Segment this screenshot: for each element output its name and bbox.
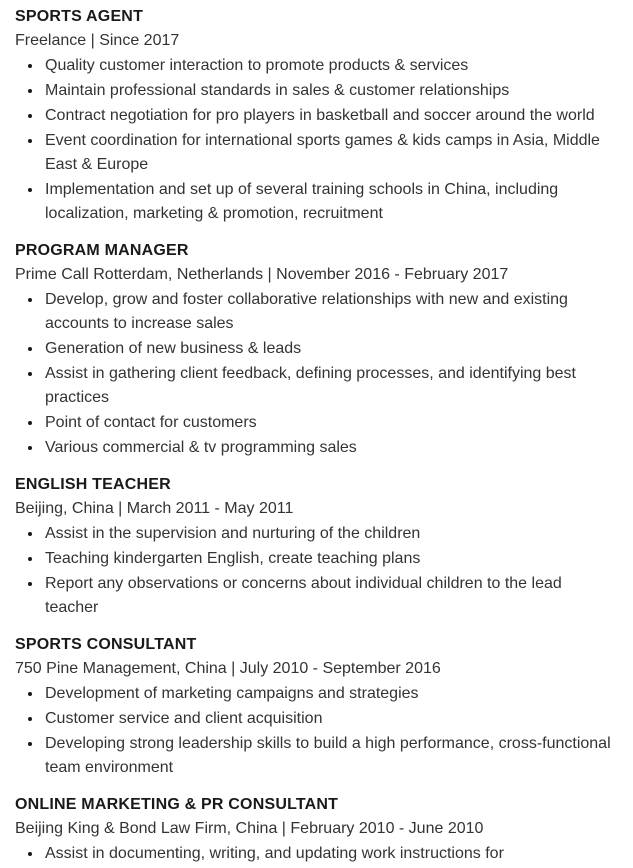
bullet-item: • Quality customer interaction to promote products & services <box>43 53 611 78</box>
job-bullet-list <box>15 53 611 226</box>
bullet-item: • Various commercial & tv programming sales <box>43 435 611 460</box>
job-section-sports-consultant <box>15 633 611 780</box>
job-title: ENGLISH TEACHER <box>15 476 171 493</box>
job-subtitle: 750 Pine Management, China | July 2010 - September 2016 <box>15 660 441 677</box>
job-section-sports-agent <box>15 5 611 226</box>
job-subtitle: Prime Call Rotterdam, Netherlands | November 2016 - February 2017 <box>15 266 509 283</box>
job-subtitle: Beijing, China | March 2011 - May 2011 <box>15 500 294 517</box>
job-bullet-list <box>15 521 611 620</box>
job-section-english-teacher <box>15 473 611 620</box>
bullet-item: • Maintain professional standards in sales & customer relationships <box>43 78 611 103</box>
bullet-item: • Event coordination for international sports games & kids camps in Asia, Middle East & Europe <box>43 128 611 177</box>
job-subtitle: Freelance | Since 2017 <box>15 32 180 49</box>
bullet-item: • Development of marketing campaigns and strategies <box>43 681 611 706</box>
bullet-item: • Point of contact for customers <box>43 410 611 435</box>
job-title: ONLINE MARKETING & PR CONSULTANT <box>15 796 339 813</box>
bullet-item: • Contract negotiation for pro players in basketball and soccer around the world <box>43 103 611 128</box>
job-bullet-list <box>15 287 611 460</box>
bullet-item: • Implementation and set up of several training schools in China, including localization, marketing & promotion, recruitment <box>43 177 611 226</box>
job-section-program-manager <box>15 239 611 460</box>
job-title: PROGRAM MANAGER <box>15 242 189 259</box>
bullet-item: • Assist in documenting, writing, and updating work instructions for <box>43 841 611 866</box>
job-section-online-marketing-pr-consultant <box>15 793 611 866</box>
bullet-item: • Generation of new business & leads <box>43 336 611 361</box>
bullet-item: • Assist in the supervision and nurturing of the children <box>43 521 611 546</box>
job-title: SPORTS AGENT <box>15 8 144 25</box>
job-subtitle: Beijing King & Bond Law Firm, China | February 2010 - June 2010 <box>15 820 484 837</box>
job-bullet-list <box>15 841 611 866</box>
bullet-item: • Report any observations or concerns about individual children to the lead teacher <box>43 571 611 620</box>
bullet-item: • Develop, grow and foster collaborative relationships with new and existing accounts to increase sales <box>43 287 611 336</box>
bullet-item: • Teaching kindergarten English, create teaching plans <box>43 546 611 571</box>
job-bullet-list <box>15 681 611 780</box>
bullet-item: • Developing strong leadership skills to build a high performance, cross-functional team environment <box>43 731 611 780</box>
bullet-item: • Customer service and client acquisition <box>43 706 611 731</box>
job-title: SPORTS CONSULTANT <box>15 636 197 653</box>
bullet-item: • Assist in gathering client feedback, defining processes, and identifying best practices <box>43 361 611 410</box>
